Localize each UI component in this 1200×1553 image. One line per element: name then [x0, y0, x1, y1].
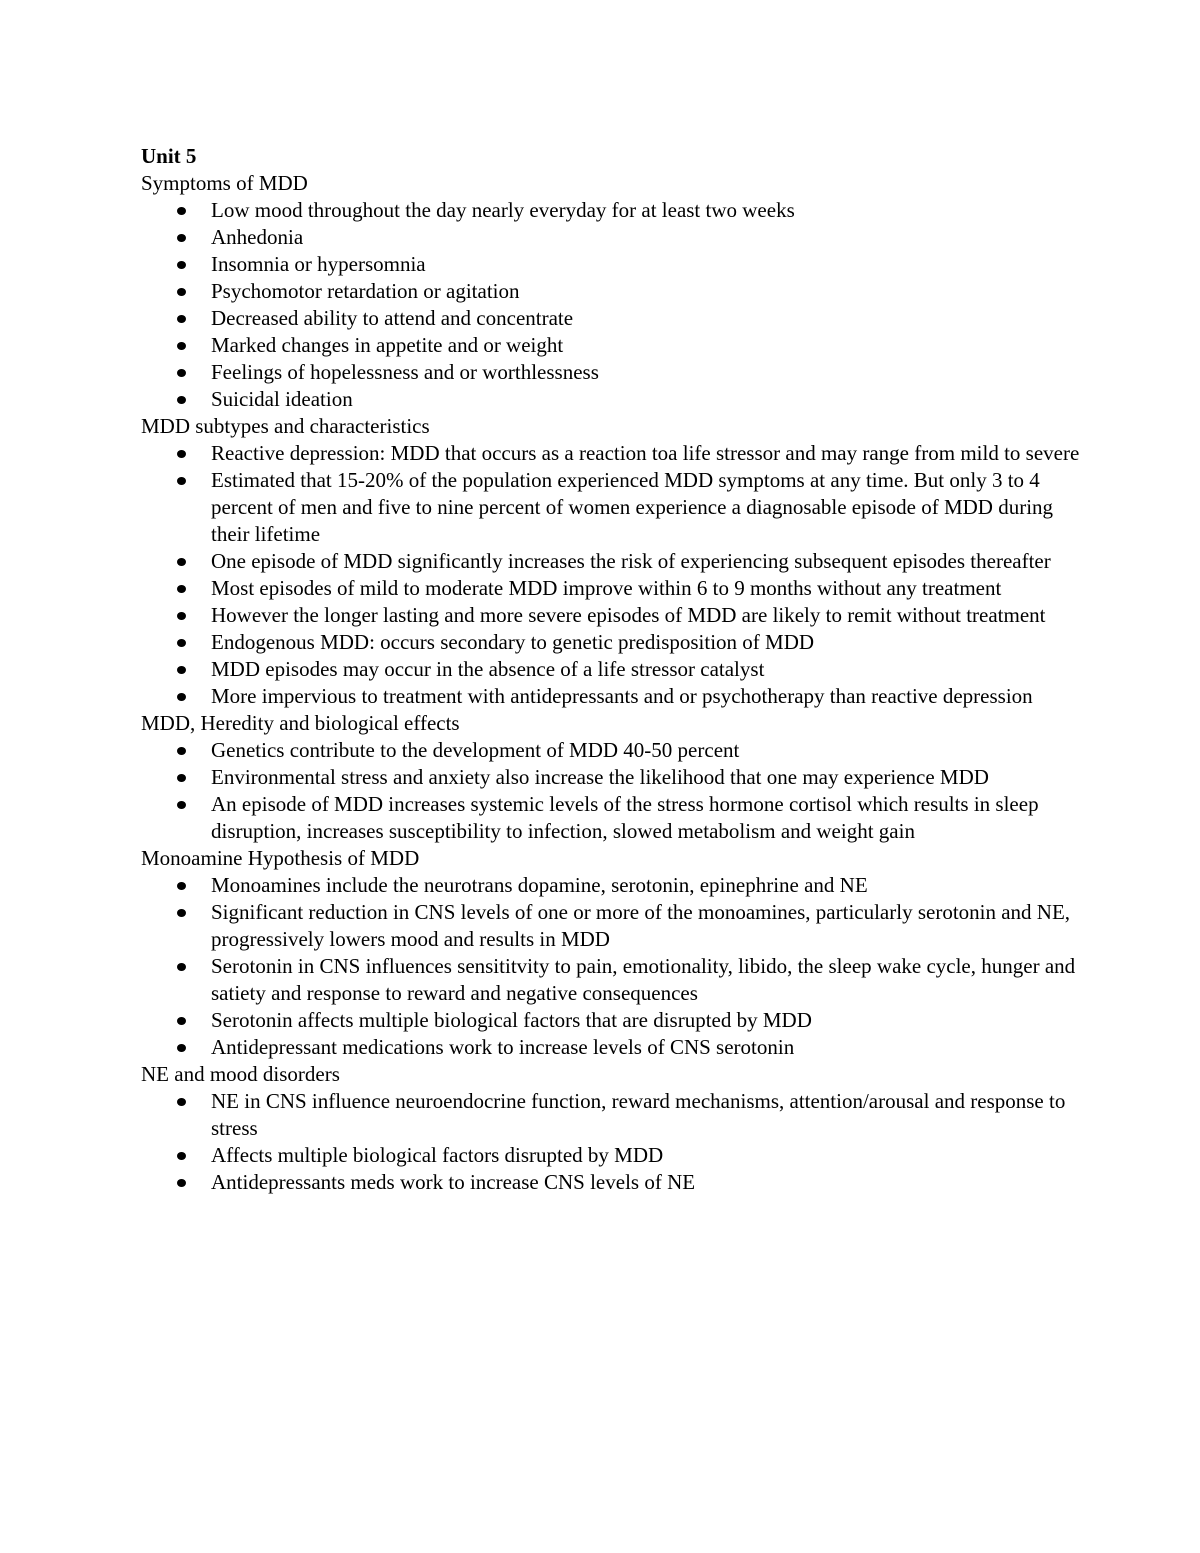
list-item — [211, 1088, 1081, 1142]
list-item — [211, 1169, 1081, 1196]
list-item-text: Psychomotor retardation or agitation — [211, 279, 520, 303]
list-item-text: Suicidal ideation — [211, 387, 353, 411]
list-item — [211, 791, 1081, 845]
section-heading: MDD, Heredity and biological effects — [141, 711, 460, 735]
list-item-text: Affects multiple biological factors disrupted by MDD — [211, 1143, 664, 1167]
bullet-icon — [177, 558, 186, 566]
section-heading: Symptoms of MDD — [141, 171, 308, 195]
bullet-icon — [177, 612, 186, 620]
bullet-icon — [177, 585, 186, 593]
list-item-text: MDD episodes may occur in the absence of a life stressor catalyst — [211, 657, 765, 681]
bullet-icon — [177, 1044, 186, 1052]
section-heading: MDD subtypes and characteristics — [141, 414, 430, 438]
list-item — [211, 1034, 1081, 1061]
bullet-icon — [177, 261, 186, 269]
list-item-text: Antidepressants meds work to increase CNS levels of NE — [211, 1170, 696, 1194]
list-item — [211, 602, 1081, 629]
list-item — [211, 737, 1081, 764]
list-item — [211, 629, 1081, 656]
list-item-text: Feelings of hopelessness and or worthlessness — [211, 360, 599, 384]
list-item-text: An episode of MDD increases systemic levels of the stress hormone cortisol which results in sleep disruption, increases susceptibility to infection, slowed metabolism and weight gain — [211, 792, 1039, 843]
list-item-text: Serotonin in CNS influences sensititvity to pain, emotionality, libido, the sleep wake cycle, hunger and satiety and response to reward and negative consequences — [211, 954, 1076, 1005]
list-item-text: Serotonin affects multiple biological factors that are disrupted by MDD — [211, 1008, 812, 1032]
list-item-text: However the longer lasting and more severe episodes of MDD are likely to remit without treatment — [211, 603, 1046, 627]
section-symptoms-of-mdd — [141, 170, 1081, 413]
bullet-icon — [177, 963, 186, 971]
list-item-text: Estimated that 15-20% of the population experienced MDD symptoms at any time. But only 3 to 4 percent of men and five to nine percent of women experience a diagnosable episode of MDD during their lifetime — [211, 468, 1054, 546]
bullet-icon — [177, 342, 186, 350]
bullet-icon — [177, 369, 186, 377]
bullet-icon — [177, 288, 186, 296]
list-item-text: Genetics contribute to the development of MDD 40-50 percent — [211, 738, 740, 762]
section-mdd-subtypes — [141, 413, 1081, 710]
list-item-text: One episode of MDD significantly increases the risk of experiencing subsequent episodes thereafter — [211, 549, 1051, 573]
list-item-text: Marked changes in appetite and or weight — [211, 333, 564, 357]
list-item-text: Monoamines include the neurotrans dopamine, serotonin, epinephrine and NE — [211, 873, 868, 897]
bullet-icon — [177, 1017, 186, 1025]
list-item-text: Antidepressant medications work to increase levels of CNS serotonin — [211, 1035, 795, 1059]
list-item — [211, 467, 1081, 548]
section-ne-mood-disorders — [141, 1061, 1081, 1196]
list-item-text: More impervious to treatment with antidepressants and or psychotherapy than reactive depression — [211, 684, 1033, 708]
list-item — [211, 386, 1081, 413]
list-item-text: Most episodes of mild to moderate MDD improve within 6 to 9 months without any treatment — [211, 576, 1002, 600]
list-item — [211, 305, 1081, 332]
bullet-icon — [177, 801, 186, 809]
bullet-icon — [177, 1179, 186, 1187]
bullet-list — [141, 197, 1081, 413]
list-item — [211, 953, 1081, 1007]
list-item — [211, 764, 1081, 791]
list-item-text: Decreased ability to attend and concentrate — [211, 306, 574, 330]
list-item — [211, 251, 1081, 278]
bullet-icon — [177, 693, 186, 701]
bullet-icon — [177, 315, 186, 323]
bullet-list — [141, 872, 1081, 1061]
list-item-text: Endogenous MDD: occurs secondary to genetic predisposition of MDD — [211, 630, 815, 654]
bullet-list — [141, 440, 1081, 710]
list-item — [211, 1142, 1081, 1169]
section-heading: Monoamine Hypothesis of MDD — [141, 846, 420, 870]
bullet-icon — [177, 207, 186, 215]
list-item-text: NE in CNS influence neuroendocrine function, reward mechanisms, attention/arousal and response to stress — [211, 1089, 1066, 1140]
bullet-icon — [177, 477, 186, 485]
list-item — [211, 683, 1081, 710]
list-item — [211, 872, 1081, 899]
bullet-icon — [177, 234, 186, 242]
list-item — [211, 548, 1081, 575]
document-page — [141, 143, 1081, 1196]
bullet-icon — [177, 909, 186, 917]
list-item — [211, 224, 1081, 251]
section-heading: NE and mood disorders — [141, 1062, 340, 1086]
list-item — [211, 278, 1081, 305]
bullet-icon — [177, 450, 186, 458]
bullet-icon — [177, 639, 186, 647]
bullet-list — [141, 737, 1081, 845]
bullet-icon — [177, 1152, 186, 1160]
bullet-icon — [177, 747, 186, 755]
bullet-icon — [177, 882, 186, 890]
list-item — [211, 1007, 1081, 1034]
document-title: Unit 5 — [141, 144, 197, 168]
bullet-icon — [177, 1098, 186, 1106]
bullet-icon — [177, 396, 186, 404]
bullet-icon — [177, 666, 186, 674]
list-item — [211, 575, 1081, 602]
list-item — [211, 359, 1081, 386]
list-item-text: Low mood throughout the day nearly everyday for at least two weeks — [211, 198, 795, 222]
section-monoamine-hypothesis — [141, 845, 1081, 1061]
list-item — [211, 899, 1081, 953]
section-heredity-biological-effects — [141, 710, 1081, 845]
list-item-text: Anhedonia — [211, 225, 304, 249]
bullet-list — [141, 1088, 1081, 1196]
list-item-text: Significant reduction in CNS levels of one or more of the monoamines, particularly serotonin and NE, progressively lowers mood and results in MDD — [211, 900, 1071, 951]
list-item-text: Insomnia or hypersomnia — [211, 252, 426, 276]
list-item-text: Environmental stress and anxiety also increase the likelihood that one may experience MDD — [211, 765, 989, 789]
list-item — [211, 656, 1081, 683]
list-item — [211, 197, 1081, 224]
list-item — [211, 332, 1081, 359]
list-item — [211, 440, 1081, 467]
bullet-icon — [177, 774, 186, 782]
list-item-text: Reactive depression: MDD that occurs as a reaction toa life stressor and may range from mild to severe — [211, 441, 1080, 465]
